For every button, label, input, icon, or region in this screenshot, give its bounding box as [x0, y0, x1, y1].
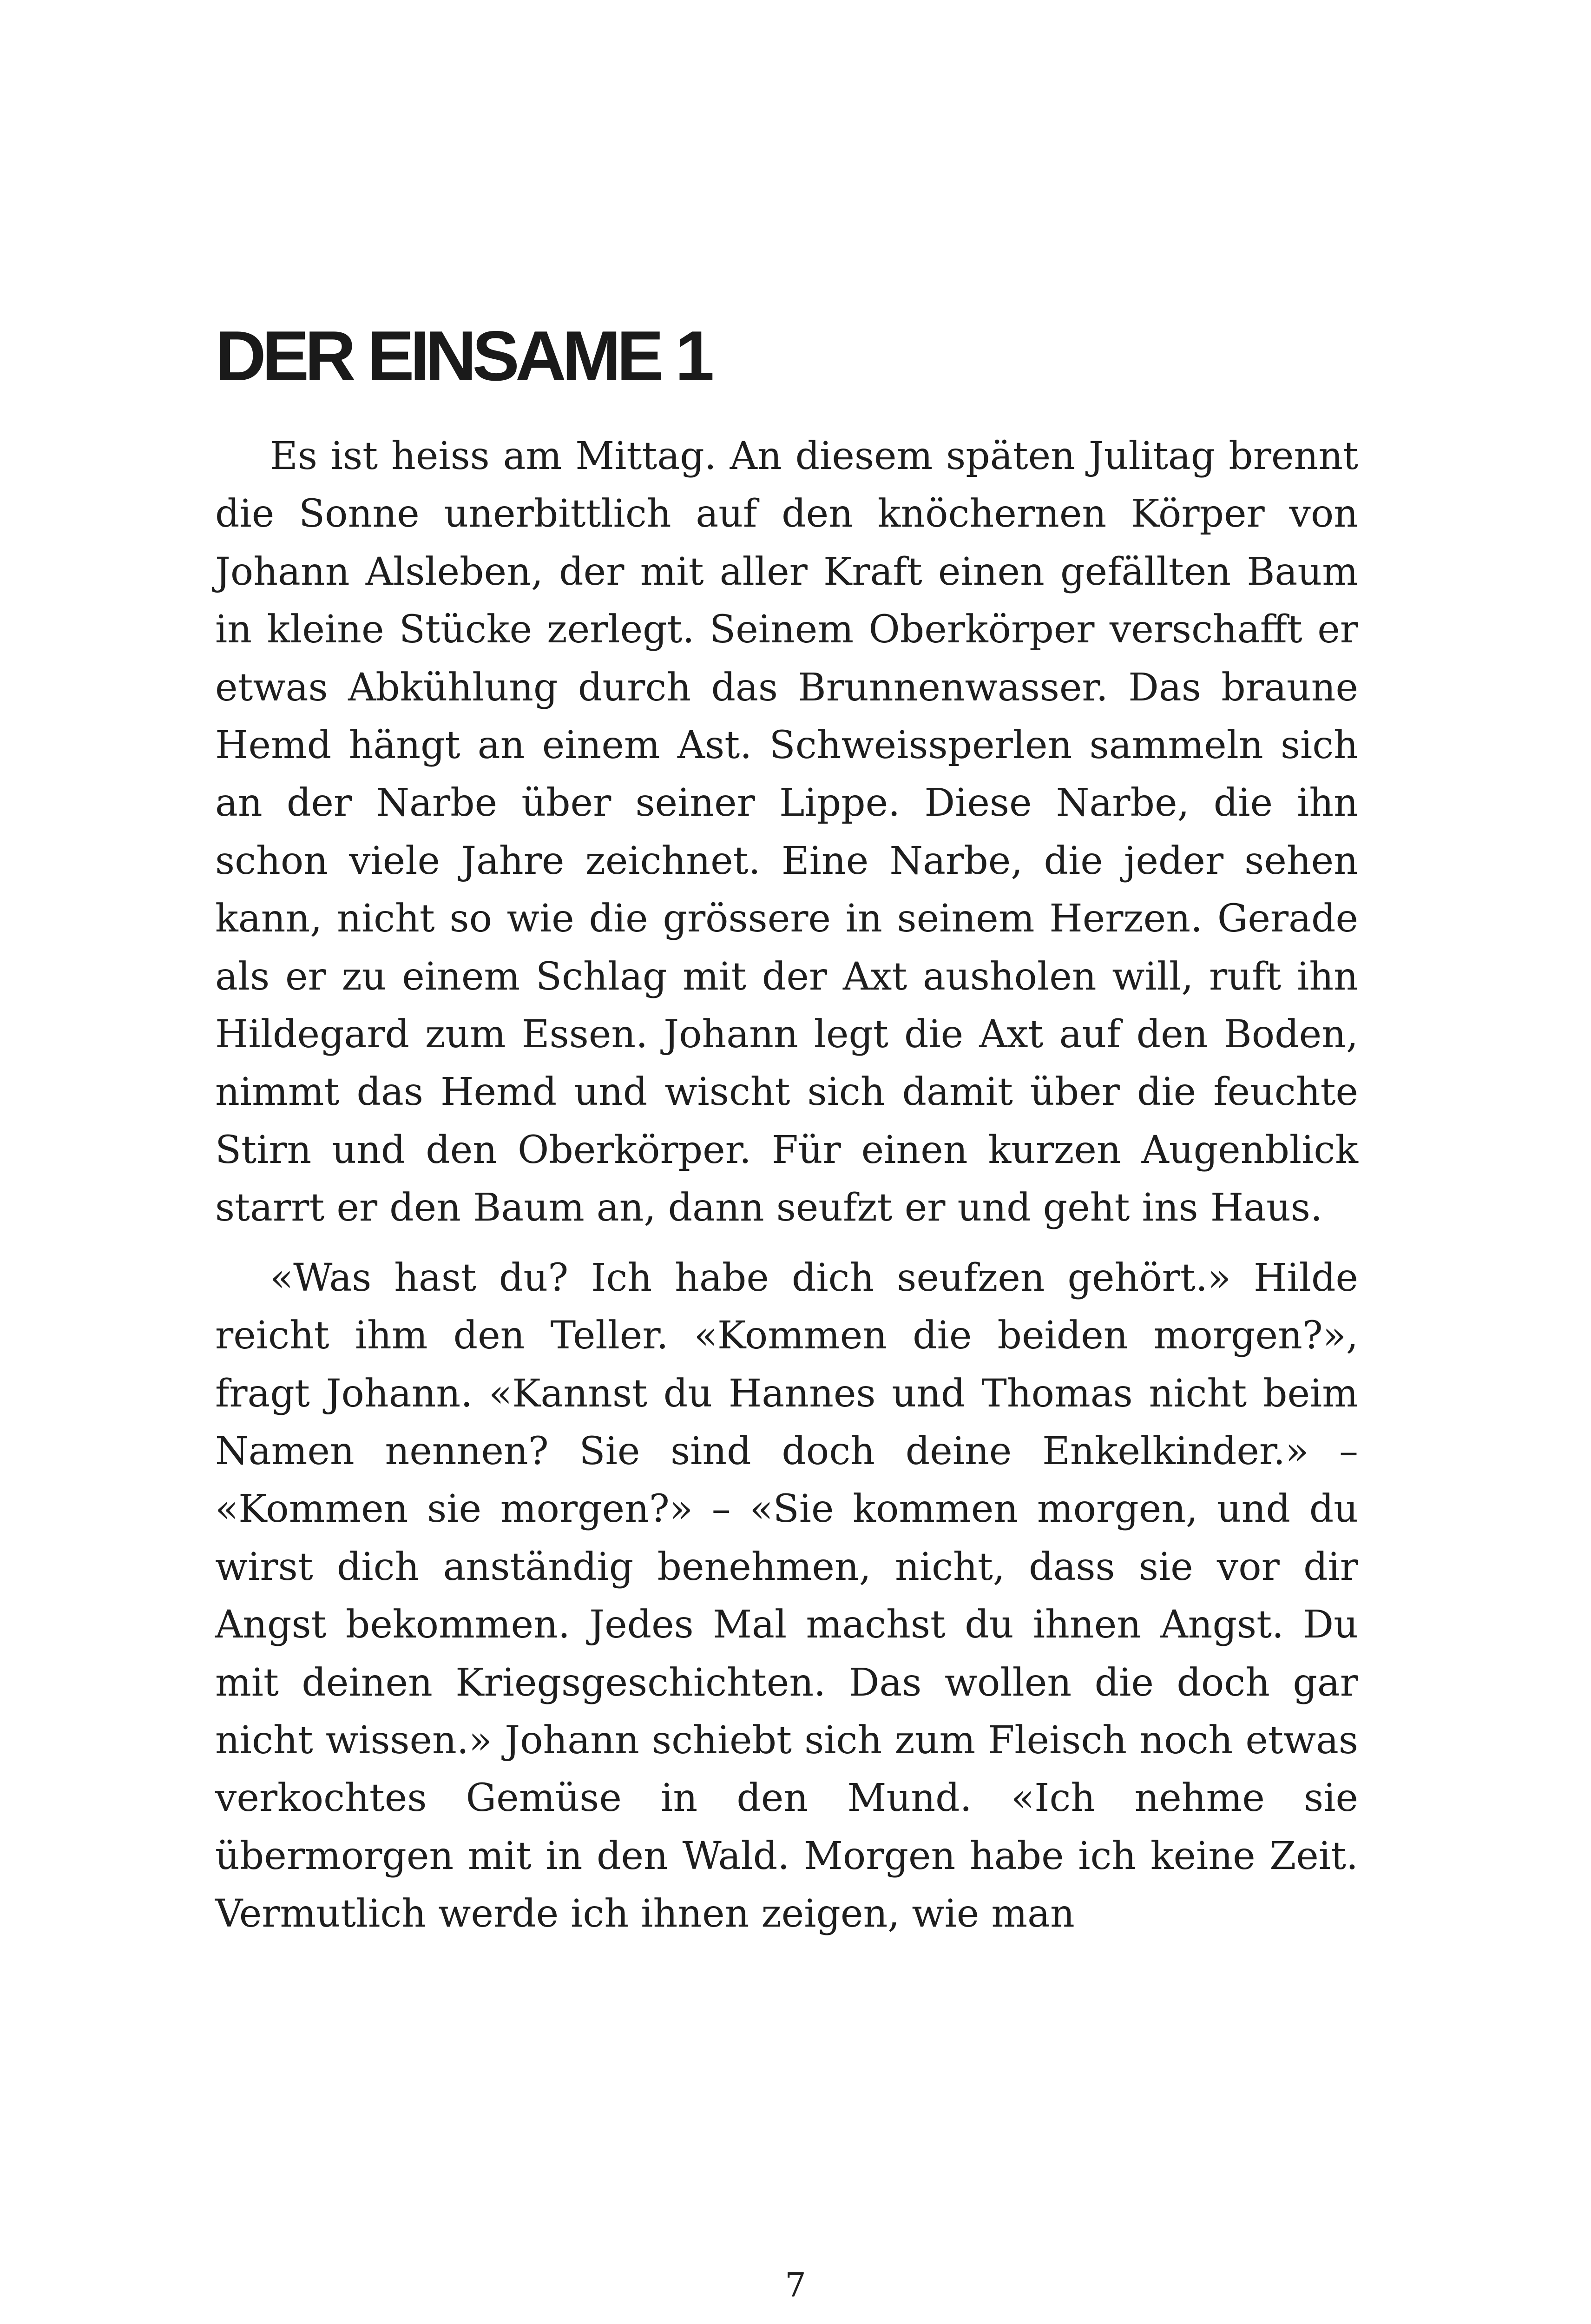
chapter-title: DER EINSAME 1	[215, 317, 710, 396]
body-text	[215, 428, 1358, 1943]
page-number: 7	[785, 2265, 806, 2304]
paragraph-2: «Was hast du? Ich habe dich seufzen gehört.» Hilde reicht ihm den Teller. «Kommen die beiden morgen?», fragt Johann. «Kannst du Hannes und Thomas nicht beim Namen nennen? Sie sind doch deine Enkelkinder.» – «Kommen sie morgen?» – «Sie kommen morgen, und du wirst dich anständig benehmen, nicht, dass sie vor dir Angst bekommen. Jedes Mal machst du ihnen Angst. Du mit deinen Kriegsgeschichten. Das wollen die doch gar nicht wissen.» Johann schiebt sich zum Fleisch noch etwas verkochtes Gemüse in den Mund. «Ich nehme sie übermorgen mit in den Wald. Morgen habe ich keine Zeit. Vermutlich werde ich ihnen zeigen, wie man	[215, 1255, 1358, 1936]
paragraph-1: Es ist heiss am Mittag. An diesem späten Julitag brennt die Sonne unerbittlich auf den knöchernen Körper von Johann Alsleben, der mit aller Kraft einen gefällten Baum in kleine Stücke zerlegt. Seinem Oberkörper verschafft er etwas Abkühlung durch das Brunnenwasser. Das braune Hemd hängt an einem Ast. Schweissperlen sammeln sich an der Narbe über seiner Lippe. Diese Narbe, die ihn schon viele Jahre zeichnet. Eine Narbe, die jeder sehen kann, nicht so wie die grössere in seinem Herzen. Gerade als er zu einem Schlag mit der Axt ausholen will, ruft ihn Hildegard zum Essen. Johann legt die Axt auf den Boden, nimmt das Hemd und wischt sich damit über die feuchte Stirn und den Oberkörper. Für einen kurzen Augenblick starrt er den Baum an, dann seufzt er und geht ins Haus.	[215, 434, 1358, 1230]
